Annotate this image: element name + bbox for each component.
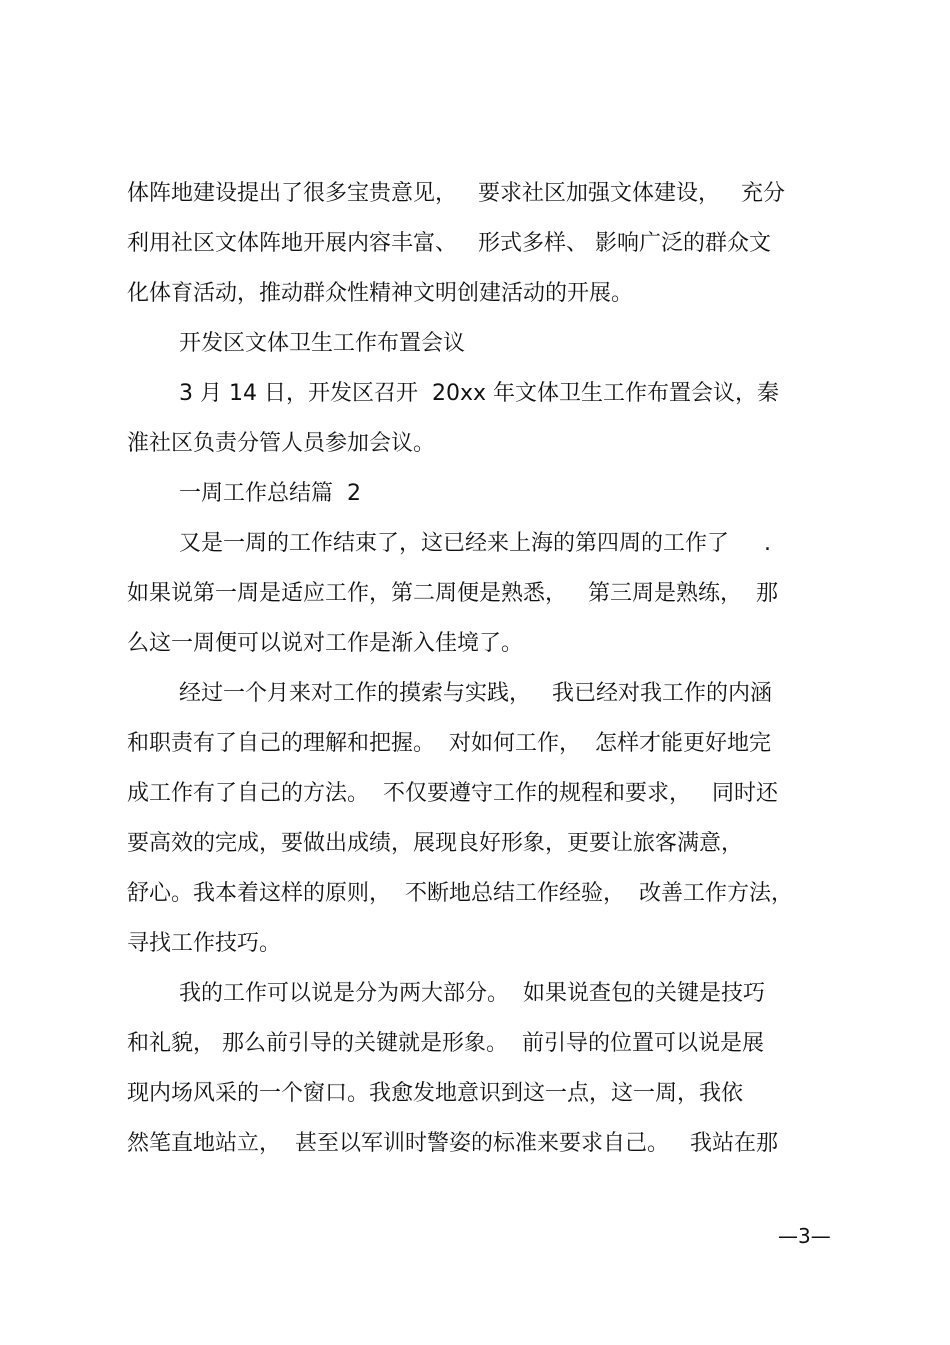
text-line: 么这一周便可以说对工作是渐入佳境了。 — [127, 631, 524, 656]
section-heading: 一周工作总结篇 2 — [179, 481, 361, 506]
text-line: 又是一周的工作结束了，这已经来上海的第四周的工作了 . — [179, 531, 771, 556]
page-number: —3— — [778, 1224, 831, 1248]
text-line: 要高效的完成，要做出成绩，展现良好形象，更要让旅客满意， — [127, 831, 744, 856]
text-line: 然笔直地站立， 甚至以军训时警姿的标准来要求自己。 我站在那 — [127, 1131, 778, 1156]
section-heading: 开发区文体卫生工作布置会议 — [179, 331, 466, 356]
text-line: 成工作有了自己的方法。 不仅要遵守工作的规程和要求， 同时还 — [127, 781, 778, 806]
text-line: 如果说第一周是适应工作，第二周便是熟悉， 第三周是熟练， 那 — [127, 581, 778, 606]
text-line: 利用社区文体阵地开展内容丰富、 形式多样、 影响广泛的群众文 — [127, 231, 771, 256]
text-line: 淮社区负责分管人员参加会议。 — [127, 431, 436, 456]
text-line: 现内场风采的一个窗口。我愈发地意识到这一点，这一周，我依 — [127, 1081, 744, 1106]
text-line: 经过一个月来对工作的摸索与实践， 我已经对我工作的内涵 — [179, 681, 772, 706]
text-line: 化体育活动，推动群众性精神文明创建活动的开展。 — [127, 281, 634, 306]
text-line: 和礼貌， 那么前引导的关键就是形象。 前引导的位置可以说是展 — [127, 1031, 764, 1056]
text-line: 体阵地建设提出了很多宝贵意见， 要求社区加强文体建设， 充分 — [127, 181, 785, 206]
text-line: 和职责有了自己的理解和把握。 对如何工作， 怎样才能更好地完 — [127, 731, 771, 756]
text-line: 我的工作可以说是分为两大部分。 如果说查包的关键是技巧 — [179, 981, 765, 1006]
text-line: 舒心。我本着这样的原则， 不断地总结工作经验， 改善工作方法， — [127, 881, 793, 906]
text-line: 3 月 14 日，开发区召开 20xx 年文体卫生工作布置会议，秦 — [179, 381, 779, 406]
text-line: 寻找工作技巧。 — [127, 931, 282, 956]
